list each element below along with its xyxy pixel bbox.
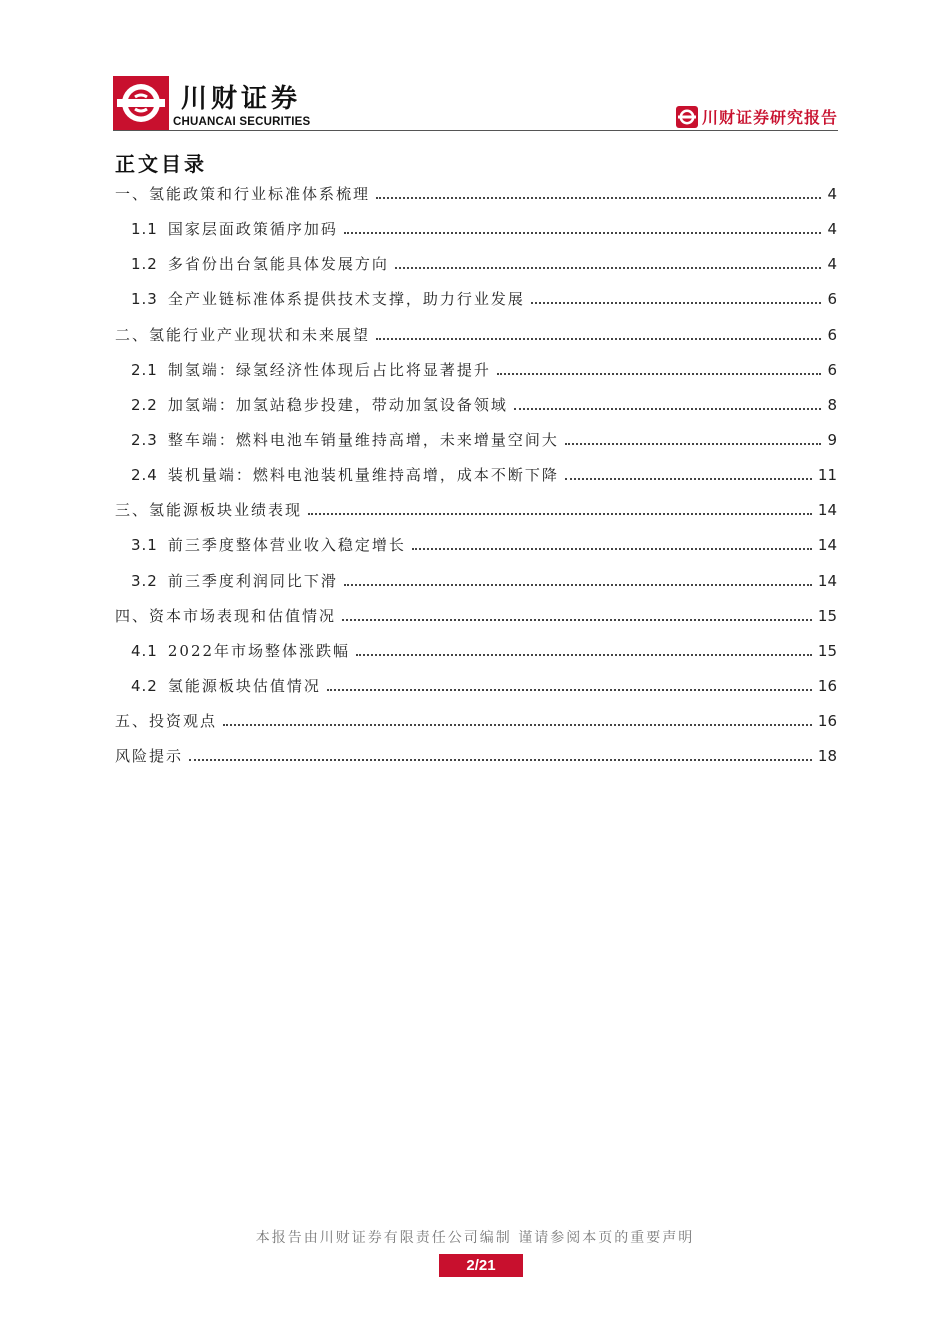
toc-entry-label: 四、资本市场表现和估值情况 [115, 606, 337, 625]
toc-entry-label: 整车端：燃料电池车销量维持高增，未来增量空间大 [167, 430, 559, 449]
toc-leader-dots [342, 619, 812, 621]
toc-entry-label: 2022年市场整体涨跌幅 [167, 641, 351, 660]
toc-entry-label: 加氢端：加氢站稳步投建，带动加氢设备领域 [167, 395, 508, 414]
toc-entry-page: 16 [817, 676, 837, 695]
toc-entry-label: 全产业链标准体系提供技术支撑，助力行业发展 [167, 290, 525, 309]
toc-entry-number: 2.1 [131, 360, 158, 379]
toc-leader-dots [189, 759, 812, 761]
toc-entry-page: 6 [827, 325, 837, 344]
toc-entry[interactable] [115, 675, 837, 710]
toc-entry-label: 制氢端：绿氢经济性体现后占比将显著提升 [167, 360, 491, 379]
toc-entry-number: 1.2 [131, 255, 158, 274]
toc-entry-label: 一、氢能政策和行业标准体系梳理 [115, 185, 371, 203]
page-number: 2/21 [439, 1254, 523, 1277]
toc-entry-page: 8 [827, 395, 837, 414]
toc-entry-page: 6 [827, 290, 837, 309]
table-of-contents [115, 183, 837, 780]
toc-entry-label: 前三季度整体营业收入稳定增长 [167, 536, 406, 555]
toc-entry-label: 前三季度利润同比下滑 [167, 571, 338, 590]
toc-entry-page: 9 [827, 430, 837, 449]
toc-leader-dots [376, 197, 821, 199]
toc-title: 正文目录 [115, 152, 207, 176]
toc-entry[interactable] [115, 183, 837, 218]
toc-leader-dots [565, 443, 821, 445]
toc-entry-page: 6 [827, 360, 837, 379]
toc-leader-dots [327, 689, 812, 691]
toc-entry-label: 多省份出台氢能具体发展方向 [167, 255, 389, 274]
toc-entry[interactable] [115, 218, 837, 253]
toc-entry[interactable] [115, 359, 837, 394]
report-label-group [676, 105, 838, 128]
toc-entry-page: 18 [817, 747, 837, 766]
toc-entry-number: 2.2 [131, 395, 158, 414]
toc-entry[interactable] [115, 394, 837, 429]
toc-entry-page: 15 [817, 606, 837, 625]
toc-entry-number: 1.1 [131, 220, 158, 239]
toc-entry[interactable] [115, 464, 837, 499]
toc-entry-label: 装机量端：燃料电池装机量维持高增，成本不断下降 [167, 466, 559, 485]
page-header [113, 72, 838, 132]
toc-entry-label: 国家层面政策循序加码 [167, 220, 338, 239]
toc-leader-dots [514, 408, 821, 410]
footer-disclaimer: 本报告由川财证券有限责任公司编制 谨请参阅本页的重要声明 [255, 1230, 695, 1246]
toc-entry[interactable] [115, 710, 837, 745]
header-divider [113, 130, 838, 131]
toc-entry-number: 2.4 [131, 466, 158, 485]
toc-entry-page: 11 [817, 466, 837, 485]
toc-entry-page: 14 [817, 501, 837, 520]
toc-entry-page: 15 [817, 641, 837, 660]
toc-entry[interactable] [115, 640, 837, 675]
toc-entry[interactable] [115, 288, 837, 323]
toc-entry-number: 3.2 [131, 571, 158, 590]
toc-entry-page: 14 [817, 536, 837, 555]
toc-entry-number: 4.1 [131, 641, 158, 660]
toc-leader-dots [531, 302, 821, 304]
toc-entry-page: 4 [827, 255, 837, 274]
toc-leader-dots [395, 267, 821, 269]
chuancai-mini-logo-icon [676, 106, 698, 128]
toc-entry-number: 4.2 [131, 676, 158, 695]
toc-entry[interactable] [115, 499, 837, 534]
toc-entry[interactable] [115, 324, 837, 359]
toc-leader-dots [565, 478, 812, 480]
toc-entry-page: 4 [827, 185, 837, 203]
toc-entry-number: 3.1 [131, 536, 158, 555]
toc-leader-dots [376, 338, 821, 340]
toc-entry-label: 二、氢能行业产业现状和未来展望 [115, 325, 371, 344]
toc-entry[interactable] [115, 570, 837, 605]
toc-entry[interactable] [115, 429, 837, 464]
company-name-en: CHUANCAI SECURITIES [173, 116, 311, 128]
toc-entry-number: 2.3 [131, 430, 158, 449]
toc-leader-dots [412, 548, 812, 550]
toc-leader-dots [223, 724, 812, 726]
toc-leader-dots [344, 232, 821, 234]
toc-leader-dots [308, 513, 812, 515]
toc-entry-page: 14 [817, 571, 837, 590]
toc-leader-dots [356, 654, 812, 656]
toc-entry[interactable] [115, 253, 837, 288]
company-name-cn: 川财证券 [181, 84, 302, 114]
toc-entry-label: 风险提示 [115, 747, 184, 766]
toc-entry[interactable] [115, 745, 837, 780]
toc-entry-page: 16 [817, 712, 837, 731]
toc-entry-label: 氢能源板块估值情况 [167, 676, 321, 695]
toc-entry-label: 五、投资观点 [115, 712, 218, 731]
report-label: 川财证券研究报告 [701, 108, 838, 127]
toc-entry-number: 1.3 [131, 290, 158, 309]
toc-leader-dots [344, 584, 812, 586]
toc-leader-dots [497, 373, 821, 375]
toc-entry[interactable] [115, 605, 837, 640]
chuancai-logo-icon [113, 76, 169, 130]
toc-entry-label: 三、氢能源板块业绩表现 [115, 501, 303, 520]
toc-entry-page: 4 [827, 220, 837, 239]
toc-entry[interactable] [115, 534, 837, 569]
